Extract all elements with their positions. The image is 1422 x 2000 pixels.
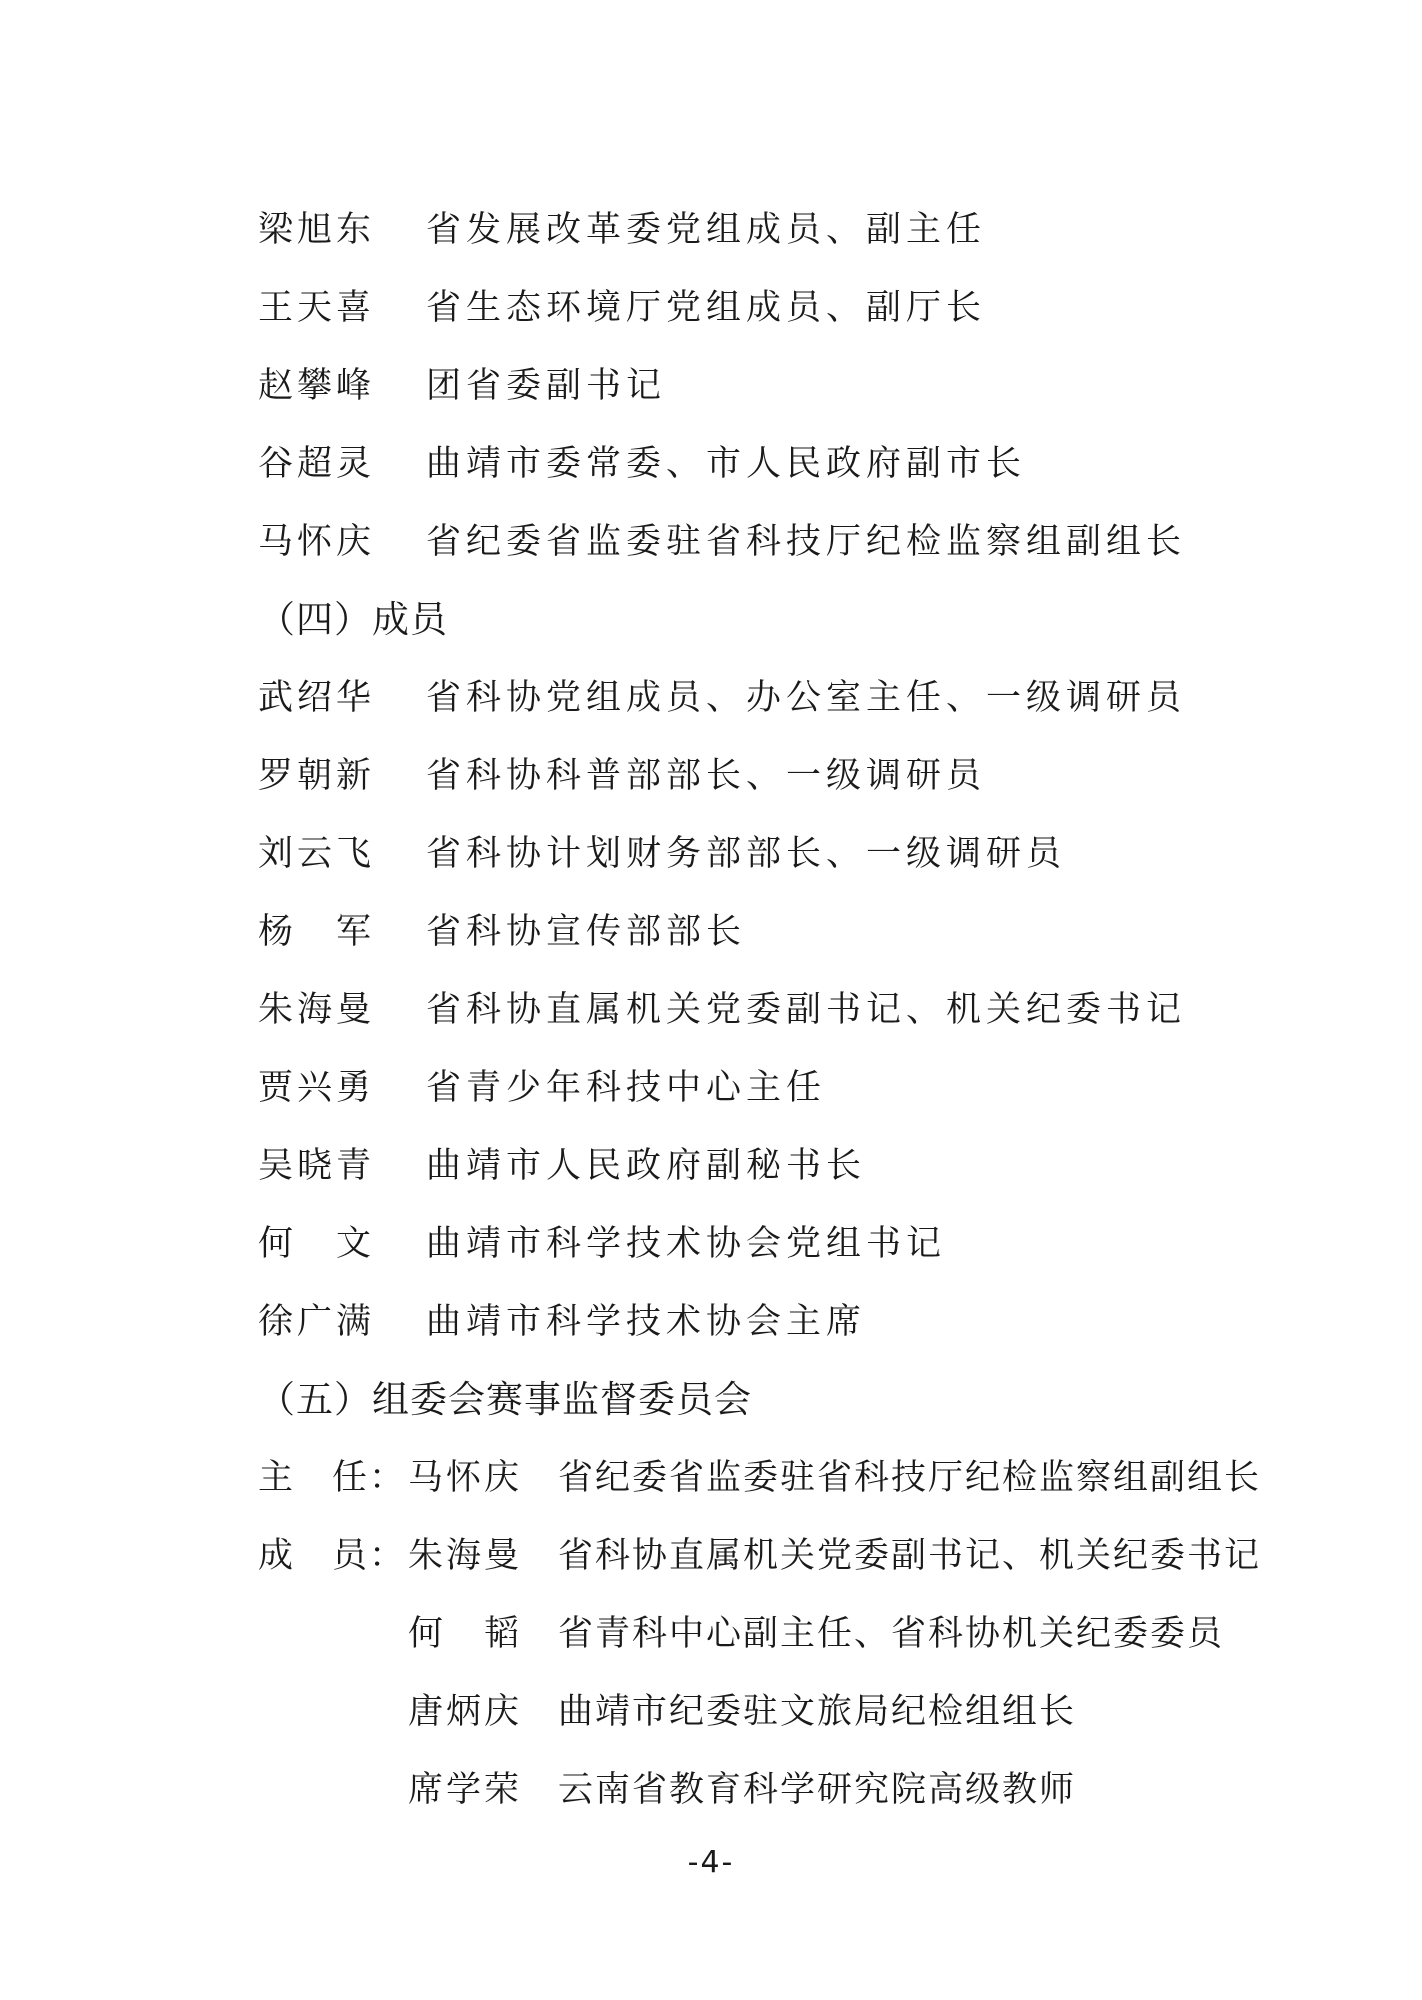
supervision-name: 唐炳庆 [408,1692,523,1732]
member-title: 省科协科普部部长、一级调研员 [426,756,987,796]
member-name: 罗朝新 [258,756,376,796]
member-title: 省科协宣传部部长 [426,912,747,952]
member-name: 谷超灵 [258,444,376,484]
supervision-title: 省青科中心副主任、省科协机关纪委委员 [558,1614,1225,1654]
supervision-title: 省科协直属机关党委副书记、机关纪委书记 [558,1536,1262,1576]
supervision-name: 席学荣 [408,1770,523,1810]
member-title: 省青少年科技中心主任 [426,1068,827,1108]
supervision-name: 马怀庆 [408,1458,523,1498]
member-title: 省发展改革委党组成员、副主任 [426,210,987,250]
member-title: 曲靖市科学技术协会主席 [426,1302,867,1342]
member-name: 朱海曼 [258,990,376,1030]
member-name: 刘云飞 [258,834,376,874]
member-title: 省科协直属机关党委副书记、机关纪委书记 [426,990,1187,1030]
member-title: 团省委副书记 [426,366,667,406]
section-heading-supervision: （五）组委会赛事监督委员会 [258,1378,752,1421]
member-title: 曲靖市科学技术协会党组书记 [426,1224,947,1264]
supervision-title: 省纪委省监委驻省科技厅纪检监察组副组长 [558,1458,1262,1498]
supervision-title: 曲靖市纪委驻文旅局纪检组组长 [558,1692,1077,1732]
member-name: 何 文 [258,1224,376,1264]
section-heading-members: （四）成员 [258,598,448,641]
member-name: 王天喜 [258,288,376,328]
member-title: 省科协计划财务部部长、一级调研员 [426,834,1067,874]
page-number: -4- [687,1845,735,1880]
member-title: 省纪委省监委驻省科技厅纪检监察组副组长 [426,522,1187,562]
supervision-name: 朱海曼 [408,1536,523,1576]
member-name: 梁旭东 [258,210,376,250]
supervision-name: 何 韬 [408,1614,523,1654]
supervision-role: 成 员： [258,1536,407,1576]
member-name: 马怀庆 [258,522,376,562]
member-name: 贾兴勇 [258,1068,376,1108]
member-title: 曲靖市委常委、市人民政府副市长 [426,444,1027,484]
member-title: 省科协党组成员、办公室主任、一级调研员 [426,678,1187,718]
member-name: 徐广满 [258,1302,376,1342]
member-name: 杨 军 [258,912,376,952]
member-name: 吴晓青 [258,1146,376,1186]
member-name: 武绍华 [258,678,376,718]
member-name: 赵攀峰 [258,366,376,406]
supervision-title: 云南省教育科学研究院高级教师 [558,1770,1077,1810]
member-title: 曲靖市人民政府副秘书长 [426,1146,867,1186]
member-title: 省生态环境厅党组成员、副厅长 [426,288,987,328]
supervision-role: 主 任： [258,1458,407,1498]
